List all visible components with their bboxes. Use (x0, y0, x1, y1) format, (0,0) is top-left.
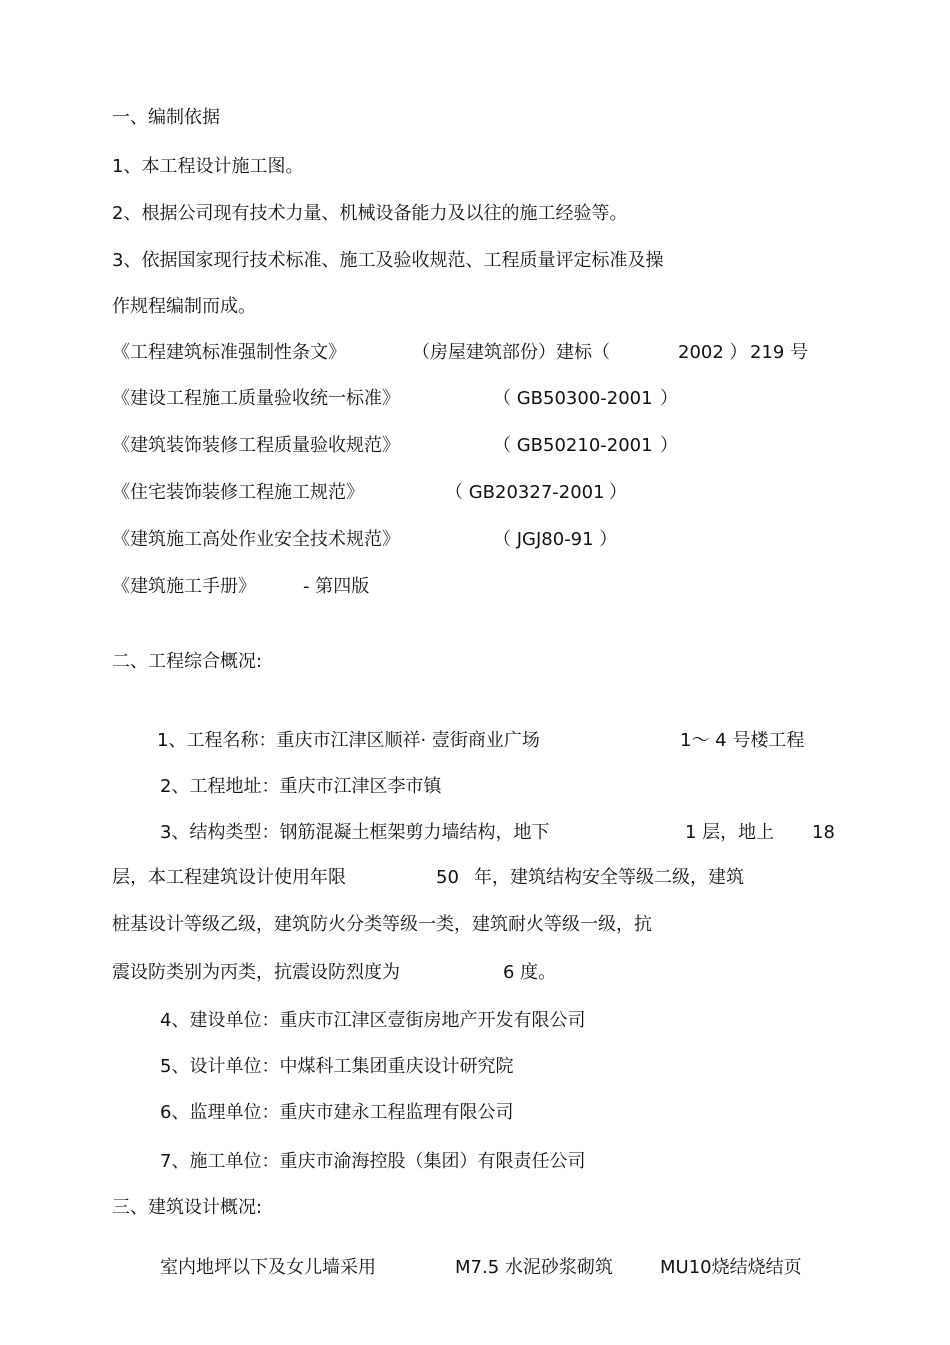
reference-4-close: ） (609, 482, 627, 503)
design-line-c: MU10烧结烧结页 (660, 1257, 802, 1278)
reference-1-tail: 219 号 (750, 342, 809, 363)
design-line-a: 室内地坪以下及女儿墙采用 (160, 1257, 376, 1278)
reference-2-title: 《建设工程施工质量验收统一标准》 (112, 388, 400, 409)
structure-design-life: 50 (436, 867, 459, 888)
supervision-unit: 6、监理单位：重庆市建永工程监理有限公司 (160, 1102, 514, 1123)
structure-type: 3、结构类型：钢筋混凝土框架剪力墙结构，地下 (160, 822, 550, 843)
project-name-buildings: 1～ 4 号楼工程 (680, 730, 805, 751)
structure-floors-below: 1 层，地上 (685, 822, 775, 843)
reference-1-num: 2002 ） (678, 342, 748, 363)
structure-floors-above: 18 (812, 822, 835, 843)
reference-1-mid: （房屋建筑部份）建标（ (412, 342, 610, 363)
reference-5-title: 《建筑施工高处作业安全技术规范》 (112, 529, 400, 550)
reference-3-title: 《建筑装饰装修工程质量验收规范》 (112, 435, 400, 456)
reference-4-code: （ GB20327-2001 (445, 482, 605, 503)
section2-heading: 二、工程综合概况: (112, 651, 263, 672)
basis-item-1: 1、本工程设计施工图。 (112, 156, 304, 177)
basis-item-2: 2、根据公司现有技术力量、机械设备能力及以往的施工经验等。 (112, 203, 628, 224)
reference-2-code: （ GB50300-2001 (493, 388, 653, 409)
basis-item-3-line1: 3、依据国家现行技术标准、施工及验收规范、工程质量评定标准及操 (112, 250, 664, 271)
seismic-intensity: 6 度。 (503, 962, 557, 983)
basis-item-3-line2: 作规程编制而成。 (112, 296, 256, 317)
owner-unit: 4、建设单位：重庆市江津区壹街房地产开发有限公司 (160, 1010, 586, 1031)
project-name: 1、工程名称：重庆市江津区顺祥· 壹街商业广场 (157, 730, 540, 751)
construction-unit: 7、施工单位：重庆市渝海控股（集团）有限责任公司 (160, 1151, 586, 1172)
design-line-b: M7.5 水泥砂浆砌筑 (455, 1257, 613, 1278)
section3-heading: 三、建筑设计概况: (112, 1197, 263, 1218)
reference-4-title: 《住宅装饰装修工程施工规范》 (112, 482, 364, 503)
structure-line2-c: 年，建筑结构安全等级二级，建筑 (474, 867, 744, 888)
reference-2-close: ） (660, 388, 678, 409)
reference-1-title: 《工程建筑标准强制性条文》 (112, 342, 346, 363)
reference-3-code: （ GB50210-2001 (493, 435, 653, 456)
design-unit: 5、设计单位：中煤科工集团重庆设计研究院 (160, 1056, 514, 1077)
reference-6-title: 《建筑施工手册》 (112, 576, 256, 597)
structure-line2-a: 层，本工程建筑设计使用年限 (112, 867, 346, 888)
structure-line3: 桩基设计等级乙级，建筑防火分类等级一类，建筑耐火等级一级，抗 (112, 914, 652, 935)
section1-heading: 一、编制依据 (112, 107, 220, 128)
reference-3-close: ） (660, 435, 678, 456)
structure-line4: 震设防类别为丙类，抗震设防烈度为 (112, 962, 400, 983)
reference-6-code: - 第四版 (303, 576, 370, 597)
project-address: 2、工程地址：重庆市江津区李市镇 (160, 776, 442, 797)
reference-5-code: （ JGJ80-91 ） (493, 529, 618, 550)
